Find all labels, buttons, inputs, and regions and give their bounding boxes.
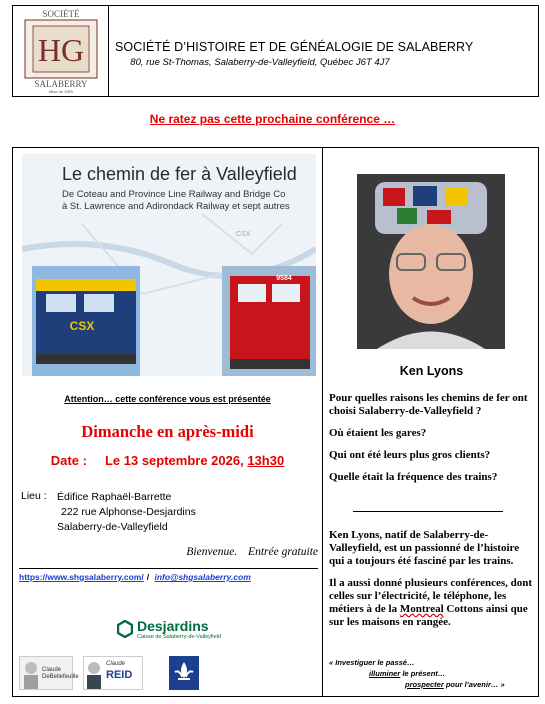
location-address bbox=[57, 490, 196, 535]
poster-subtitle-2: à St. Lawrence and Adirondack Railway et sept autres bbox=[62, 201, 290, 212]
desjardins-name: Desjardins bbox=[137, 618, 209, 634]
question-item: Qui ont été leurs plus gros clients? bbox=[329, 449, 491, 461]
hexagon-icon bbox=[117, 620, 133, 638]
motto-text: pour l’avenir… » bbox=[443, 680, 505, 689]
contact-links bbox=[19, 572, 251, 582]
society-logo bbox=[19, 8, 103, 94]
event-day: Dimanche en après-midi bbox=[81, 422, 254, 441]
org-address: 80, rue St-Thomas, Salaberry-de-Valleyfield, Québec J6T 4J7 bbox=[130, 57, 390, 68]
motto-text: le présent… bbox=[400, 669, 446, 678]
talk-questions bbox=[329, 392, 535, 493]
event-box bbox=[12, 147, 539, 697]
column-divider bbox=[322, 148, 323, 696]
sponsor-mna-first: Claude bbox=[106, 661, 126, 667]
fleur-de-lis-icon bbox=[169, 656, 199, 690]
location-label: Lieu : bbox=[21, 490, 47, 502]
logo-bottom-text: SALABERRY bbox=[34, 79, 88, 89]
date-label: Date : bbox=[50, 453, 87, 468]
speaker-name: Ken Lyons bbox=[399, 364, 464, 378]
footer-rule bbox=[19, 568, 318, 569]
attention-line: Attention… cette conférence vous est présentée bbox=[64, 394, 271, 404]
motto-word: prospecter bbox=[405, 680, 444, 689]
date-value: Le 13 septembre 2026, bbox=[104, 453, 244, 468]
bio-paragraph bbox=[329, 577, 537, 629]
conference-notice: Ne ratez pas cette prochaine conférence … bbox=[149, 112, 396, 126]
motto-line-1: « Investiguer le passé… bbox=[329, 658, 415, 667]
letterhead bbox=[12, 5, 539, 97]
sponsor-mna-logo bbox=[83, 656, 143, 690]
bio-spellcheck-word: Montreal bbox=[399, 603, 444, 615]
welcome-text: Bienvenue. bbox=[186, 546, 238, 558]
location-line: Édifice Raphaël-Barrette bbox=[57, 491, 172, 503]
fleur-de-lis-logo bbox=[169, 656, 199, 690]
logo-cell bbox=[13, 6, 109, 96]
speaker-bio bbox=[329, 529, 537, 638]
sponsor-mna-last: REID bbox=[106, 669, 133, 681]
bio-text: Cottons ainsi que sur les maisons en rangée. bbox=[329, 603, 528, 628]
sponsor-logos bbox=[19, 656, 249, 692]
railway-poster-graphic bbox=[22, 154, 316, 376]
welcome-line bbox=[13, 546, 318, 558]
poster-image bbox=[22, 154, 316, 376]
link-separator: / bbox=[146, 572, 150, 582]
left-loco-label: CSX bbox=[69, 319, 95, 333]
logo-tagline: Mise de 1999 bbox=[48, 89, 74, 94]
website-link[interactable]: https://www.shgsalaberry.com/ bbox=[19, 572, 144, 582]
location-line: Salaberry-de-Valleyfield bbox=[57, 521, 168, 533]
poster-subtitle-1: De Coteau and Province Line Railway and Bridge Co bbox=[62, 189, 286, 200]
event-date bbox=[13, 453, 322, 468]
portrait-icon bbox=[22, 659, 40, 689]
motto-word: illuminer bbox=[369, 669, 401, 678]
sponsor-deputy-logo bbox=[19, 656, 79, 690]
desjardins-branch: Caisse de Salaberry-de-Valleyfield bbox=[137, 634, 221, 640]
portrait-icon bbox=[86, 659, 102, 689]
poster-title: Le chemin de fer à Valleyfield bbox=[62, 164, 297, 184]
right-loco-label: 9584 bbox=[276, 275, 292, 282]
motto-line-3 bbox=[329, 679, 537, 690]
org-name: SOCIÉTÉ D’HISTOIRE ET DE GÉNÉALOGIE DE SALABERRY bbox=[115, 40, 474, 54]
speaker-portrait bbox=[357, 174, 505, 349]
question-item: Où étaient les gares? bbox=[329, 427, 427, 439]
sponsor-deputy-name: Claude DeBellefeuille bbox=[42, 667, 79, 680]
question-item: Quelle était la fréquence des trains? bbox=[329, 471, 498, 483]
speaker-photo bbox=[357, 174, 505, 349]
bio-text: Il a aussi donné plusieurs conférences, dont celles sur l’électricité, le téléphone, les métiers à de la bbox=[329, 577, 533, 615]
desjardins-logo bbox=[117, 618, 247, 644]
bio-separator bbox=[353, 511, 503, 512]
bio-paragraph: Ken Lyons, natif de Salaberry-de-Valleyfield, est un passionné de l’histoire qui a toujours été fasciné par les trains. bbox=[329, 529, 520, 567]
logo-monogram: HG bbox=[37, 32, 85, 68]
free-entry-text: Entrée gratuite bbox=[248, 546, 318, 558]
event-time: 13h30 bbox=[247, 453, 285, 468]
society-motto bbox=[329, 657, 537, 690]
map-label: CSX bbox=[236, 231, 251, 238]
location-line: 222 rue Alphonse-Desjardins bbox=[61, 506, 196, 518]
question-item: Pour quelles raisons les chemins de fer ont choisi Salaberry-de-Valleyfield ? bbox=[329, 392, 528, 417]
motto-line-2 bbox=[329, 668, 537, 679]
email-link[interactable]: info@shgsalaberry.com bbox=[154, 572, 251, 582]
logo-top-text: SOCIÉTÉ bbox=[42, 9, 80, 19]
